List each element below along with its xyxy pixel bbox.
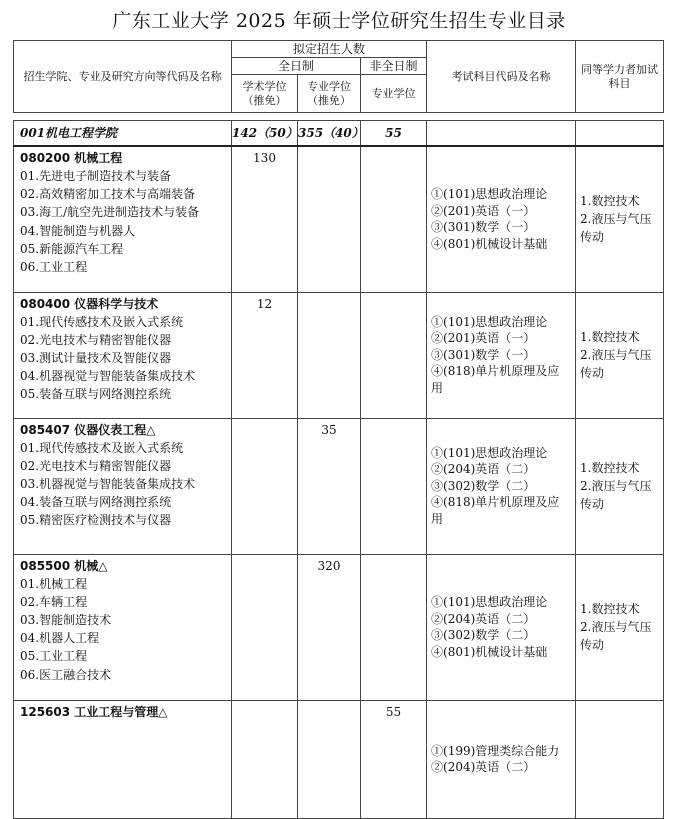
- extra-item: 1.数控技术: [580, 194, 640, 209]
- direction-item: 06.医工融合技术: [20, 667, 112, 682]
- page-title: 广东工业大学 2025 年硕士学位研究生招生专业目录: [112, 10, 566, 32]
- exam-item: ①(101)思想政治理论: [431, 445, 548, 460]
- extra-subjects: [576, 554, 664, 700]
- exam-item: ①(199)管理类综合能力: [431, 743, 560, 758]
- direction-item: 01.现代传感技术及嵌入式系统: [20, 314, 184, 329]
- header-parttime-prof: 专业学位: [361, 75, 427, 113]
- direction-item: 02.车辆工程: [20, 594, 88, 609]
- college-row: [14, 121, 664, 147]
- quota-academic: 130: [232, 146, 298, 292]
- exam-subjects: [427, 292, 576, 418]
- direction-item: 04.智能制造与机器人: [20, 223, 136, 238]
- exam-item: ④(818)单片机原理及应用: [431, 495, 560, 526]
- program-name: 080400 仪器科学与技术: [20, 296, 159, 311]
- direction-item: 04.机器视觉与智能装备集成技术: [20, 369, 196, 384]
- direction-item: 05.精密医疗检测技术与仪器: [20, 513, 172, 528]
- extra-item: 1.数控技术: [580, 461, 640, 475]
- header-program-col: 招生学院、专业及研究方向等代码及名称: [14, 41, 232, 113]
- direction-item: 05.工业工程: [20, 649, 88, 664]
- college-academic: 142（50）: [232, 121, 298, 147]
- quota-academic: [232, 418, 298, 554]
- header-fulltime: 全日制: [232, 58, 361, 75]
- extra-item: 2.液压与气压传动: [580, 620, 652, 652]
- exam-item: ④(818)单片机原理及应用: [431, 364, 560, 395]
- exam-item: ②(204)英语（二）: [431, 462, 536, 477]
- quota-professional: [298, 700, 361, 818]
- exam-item: ②(204)英语（二）: [431, 611, 536, 626]
- college-parttime: 55: [361, 121, 427, 147]
- direction-item: 03.机器视觉与智能装备集成技术: [20, 476, 196, 491]
- exam-item: ④(801)机械设计基础: [431, 236, 548, 251]
- extra-item: 2.液压与气压传动: [580, 212, 652, 245]
- direction-item: 01.先进电子制造技术与装备: [20, 169, 172, 183]
- program-row: [14, 700, 664, 818]
- extra-subjects: [576, 418, 664, 554]
- quota-professional: 320: [298, 554, 361, 700]
- exam-item: ③(302)数学（二）: [431, 478, 536, 493]
- quota-professional: 35: [298, 418, 361, 554]
- direction-item: 04.装备互联与网络测控系统: [20, 495, 172, 510]
- header-academic: 学术学位（推免）: [232, 75, 298, 113]
- program-row: [14, 292, 664, 418]
- header-plan: 拟定招生人数: [232, 41, 427, 58]
- quota-parttime: [361, 292, 427, 418]
- program-name: 080200 机械工程: [20, 151, 123, 165]
- direction-item: 05.新能源汽车工程: [20, 241, 124, 256]
- program-row: [14, 418, 664, 554]
- header-exam-col: 考试科目代码及名称: [427, 41, 576, 113]
- exam-item: ③(301)数学（一）: [431, 220, 536, 235]
- extra-item: 1.数控技术: [580, 330, 640, 344]
- program-name: 085500 机械△: [20, 558, 108, 573]
- program-cell: [14, 292, 232, 418]
- catalog-table: [13, 40, 664, 819]
- quota-parttime: [361, 418, 427, 554]
- college-professional: 355（40）: [298, 121, 361, 147]
- exam-subjects: [427, 700, 576, 818]
- quota-parttime: [361, 554, 427, 700]
- header-professional: 专业学位（推免）: [298, 75, 361, 113]
- program-cell: [14, 418, 232, 554]
- exam-item: ②(204)英语（二）: [431, 760, 536, 774]
- quota-academic: [232, 700, 298, 818]
- program-row: [14, 554, 664, 700]
- direction-item: 05.装备互联与网络测控系统: [20, 387, 172, 402]
- separator-row: [14, 113, 664, 121]
- header-row-1: [14, 41, 664, 58]
- direction-item: 02.光电技术与精密智能仪器: [20, 458, 172, 473]
- program-cell: [14, 700, 232, 818]
- extra-subjects: [576, 146, 664, 292]
- direction-item: 03.智能制造技术: [20, 612, 112, 627]
- extra-subjects: [576, 292, 664, 418]
- direction-item: 03.测试计量技术及智能仪器: [20, 350, 172, 365]
- quota-academic: [232, 554, 298, 700]
- exam-item: ④(801)机械设计基础: [431, 644, 548, 659]
- direction-item: 02.高效精密加工技术与高端装备: [20, 187, 196, 202]
- direction-item: 01.现代传感技术及嵌入式系统: [20, 440, 184, 455]
- direction-item: 01.机械工程: [20, 576, 88, 591]
- program-cell: [14, 146, 232, 292]
- direction-item: 04.机器人工程: [20, 631, 100, 646]
- header-extra-col: 同等学力者加试科目: [576, 41, 664, 113]
- quota-professional: [298, 292, 361, 418]
- header-parttime: 非全日制: [361, 58, 427, 75]
- extra-item: 2.液压与气压传动: [580, 479, 652, 511]
- exam-item: ②(201)英语（一）: [431, 203, 536, 218]
- direction-item: 03.海工/航空先进制造技术与装备: [20, 205, 200, 220]
- college-name: 001机电工程学院: [14, 121, 232, 147]
- program-name: 085407 仪器仪表工程△: [20, 422, 156, 437]
- exam-item: ②(201)英语（一）: [431, 331, 536, 346]
- exam-item: ③(301)数学（一）: [431, 347, 536, 362]
- extra-item: 2.液压与气压传动: [580, 348, 652, 380]
- extra-subjects: [576, 700, 664, 818]
- direction-item: 06.工业工程: [20, 260, 88, 275]
- exam-subjects: [427, 554, 576, 700]
- exam-subjects: [427, 146, 576, 292]
- quota-professional: [298, 146, 361, 292]
- exam-item: ①(101)思想政治理论: [431, 595, 548, 609]
- direction-item: 02.光电技术与精密智能仪器: [20, 332, 172, 347]
- exam-subjects: [427, 418, 576, 554]
- exam-item: ①(101)思想政治理论: [431, 314, 548, 329]
- program-row: [14, 146, 664, 292]
- quota-academic: 12: [232, 292, 298, 418]
- program-cell: [14, 554, 232, 700]
- quota-parttime: [361, 146, 427, 292]
- extra-item: 1.数控技术: [580, 602, 640, 616]
- quota-parttime: 55: [361, 700, 427, 818]
- program-name: 125603 工业工程与管理△: [20, 704, 168, 719]
- exam-item: ③(302)数学（二）: [431, 628, 536, 642]
- exam-item: ①(101)思想政治理论: [431, 187, 548, 202]
